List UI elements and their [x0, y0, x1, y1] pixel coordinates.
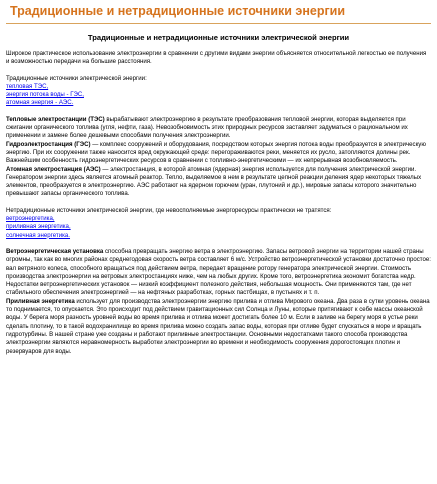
aes-text: — электростанция, в которой атомная (ядерная) энергия используется для получения электрической энергии. Генератором энергии здесь является атомный реактор. Тепло, выделяемое в нем в результате цепной реакции деления ядер некоторых тяжелых элементов, преобразуется в электроэнергию. АЭС работают на ядерном горючем (уран, плутоний и др.), мировые запасы которого значительно превышают запасы органического топлива.: [6, 165, 422, 198]
tidal-paragraph: [6, 298, 431, 356]
tes-text: вырабатывают электроэнергию в результате преобразования тепловой энергии, которая выделяется при сжигании органического топлива (угля, нефти, газа). Невозобновимость этих природных ресурсов заставляет задуматься о рациональном их применении и замене более дешевыми способами получения электроэнергии.: [6, 115, 408, 140]
wind-term: Ветроэнергетическая установка: [6, 247, 104, 255]
wind-paragraph: [6, 248, 431, 298]
article-subtitle: Традиционные и нетрадиционные источники электрической энергии: [87, 33, 350, 42]
link-aes[interactable]: атомная энергия - АЭС.: [6, 99, 74, 107]
nontraditional-list: [6, 215, 431, 240]
tidal-text: использует для производства электроэнергии энергию прилива и отлива Мирового океана. Два раза в сутки уровень океана то поднимается, то опускается. Это происходит под действием гравитационных сил Солнца и Луны, которые притягивают к себе массы океанской воды. У берега моря разность уровней воды во время прилива и отлива может достигать более 10 м. Если в заливе на берегу моря в устье реки сделать плотину, то в такой водохранилище во время прилива можно создать запас воды, которая при отливе будет спускаться в море и вращать гидротурбины. В нашей стране уже созданы и работают приливные электростанции. Основными недостатками такого способа производства электроэнергии являются неравномерность выработки электроэнергии во времени и необходимость сооружения дорогостоящих плотин и резервуаров для воды.: [6, 297, 430, 355]
ges-text: — комплекс сооружений и оборудования, посредством которых энергия потока воды преобразуется в электрическую энергию. При их сооружении также наносится вред окружающей среде: перегораживаются реки, меняется их русло, затопляются долины рек. Важнейшим особенность гидроэнергетических ресурсов в сравнении с топливно-энергетическими — их непрерывная возобновляемость.: [6, 140, 426, 165]
aes-paragraph: [6, 166, 431, 199]
intro-paragraph: Широкое практическое использование электроэнергии в сравнении с другими видами энергии объясняется относительной легкостью ее получения и возможностью передачи на большие расстояния.: [6, 50, 427, 66]
ges-paragraph: [6, 141, 431, 166]
traditional-list: [6, 83, 431, 108]
page-title: Традиционные и нетрадиционные источники энергии: [10, 4, 346, 18]
link-tidal[interactable]: приливная энергетика,: [6, 223, 71, 231]
wind-text: способна превращать энергию ветра в электроэнергию. Запасы ветровой энергии на территории нашей страны огромны, так как во многих районах среднегодовая скорость ветра составляет 6 м/с. Устройство ветроэнергетической установки достаточно простое: вал ветряного колеса, способного вращаться под действием ветра, передает вращение ротору генератора электрической энергии. Стоимость производства электроэнергии на ветровых электростанциях ниже, чем на любых других. Кроме того, ветроэнергетика экономит богатства недр. Недостатки ветроэнергетических установок — низкий коэффициент полезного действия, небольшая мощность. Они применяются там, где нет стабильного обеспечения электроэнергией — на нефтяных разработках, горных пастбищах, в пустынях и т. п.: [6, 247, 431, 297]
link-solar[interactable]: солнечная энергетика.: [6, 231, 71, 239]
link-ges[interactable]: энергия потока воды - ГЭС,: [6, 91, 84, 99]
ges-term: Гидроэлектростанция (ГЭС): [6, 140, 91, 148]
tes-term: Тепловые электростанции (ТЭС): [6, 115, 105, 123]
tes-paragraph: [6, 116, 431, 141]
tidal-term: Приливная энергетика: [6, 297, 75, 305]
nontraditional-heading: Нетрадиционные источники электрической энергии, где невосполняемые энергоресурсы практически не тратятся:: [6, 206, 332, 214]
aes-term: Атомная электростанция (АЭС): [6, 165, 101, 173]
header-divider: [6, 23, 431, 24]
page: [0, 4, 437, 484]
link-tes[interactable]: тепловая ТЭС,: [6, 82, 49, 90]
link-wind[interactable]: ветроэнергетика,: [6, 215, 55, 223]
traditional-heading: Традиционные источники электрической энергии:: [6, 74, 147, 82]
